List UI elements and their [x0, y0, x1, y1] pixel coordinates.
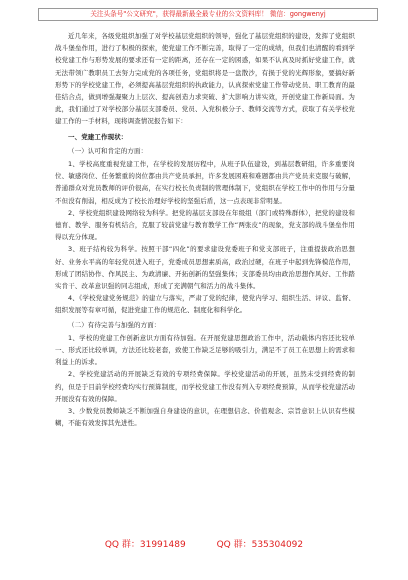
body-paragraph: 1、学校高度重视党建工作，在学校的发展历程中，从班子队伍建设，到基层教研组，许多重要岗位、敏感岗位、任务繁重的岗位都由共产党员承担，许多发展困难和难题都由共产党员来克服与破解，普通群众对党员教师的评价很高，在实行校长负责制的管理体制下，党组织在学校工作中的作用与分量不但没有削弱，相反成为了校长治理好学校的坚强后盾，这一点表现非常明显。 — [55, 160, 355, 205]
body-paragraph: 2、学校党建活动的开展缺乏有效的专项经费保障。学校党建活动的开展，虽然未受到经费的制约，但是于目前学校经费均实行预算制度，而学校党建工作没有列入专项经费预算，从而学校党建活动开展没有有效的保障。 — [55, 370, 355, 403]
intro-paragraph: 近几年来，各级党组织加强了对学校基层党组织的领导，强化了基层党组织的建设，发挥了党组织战斗堡垒作用，进行了积极的探索，使党建工作不断完善，取得了一定的成绩，但我们也清醒的看到学校党建工作与形势发展的要求还有一定的距离，还存在一定的困惑，如果不认真及时抓好党建工作，就无法带领广教职员工去努力完成党的各项任务，党组织将是一盘散沙，有损于党的光辉形象，要搞好新形势下的学校党建工作，必须提高基层党组织的执政能力，认真探索党建工作带动党员、职工教育的最佳结合点，做到增强凝聚力上层次、提高创造力求突破、扩大影响力讲实效，开创党建工作新局面。为此，我们通过了对学校部分基层支部委员、党员、入党积极分子、教师交流等方式，获取了有关学校党建工作的一手材料，现将调查情况报告如下： — [55, 32, 355, 126]
subsection-heading: （一）认可和肯定的方面： — [68, 146, 148, 155]
subsection-heading: （二）有待完善与加强的方面： — [68, 320, 161, 329]
body-paragraph: 3、少数党员教师缺乏不断加强自身建设的意识，在理想信念、价值观念、宗旨意识上认识有些模糊，不能有效发挥其先进性。 — [55, 407, 355, 428]
qq-group-2: QQ 群：535304092 — [216, 540, 304, 550]
promo-banner — [38, 8, 378, 21]
promo-banner-text: 关注头条号"公文研究"，获得最新最全最专业的公文资料库！ 微信：gongwenyj — [90, 10, 326, 18]
body-paragraph: 3、班子结构较为科学。按照干部“四化”的要求建设党委班子和党支部班子，注重提拔政治思想好、业务水平高的年轻党员进入班子，党委成员思想素质高，政治过硬，在班子中起到先锋模范作用，形成了团结协作、作风民主、为政清廉、开拓创新的坚强集体；支部委员均由政治思想作风好、工作踏实肯干、改革意识强的同志组成，形成了充满朝气和活力的战斗集体。 — [55, 245, 355, 291]
document-body — [55, 30, 355, 530]
body-paragraph: 1、学校的党建工作创新意识方面有待加强。在开展党建思想政治工作中，活动载体内容还比较单一、形式还比较单调，方法还比较老套，致使工作缺乏足够的吸引力，满足不了员工在思想上的需求和利益上的诉求。 — [55, 333, 355, 367]
qq-group-1: QQ 群：31991489 — [104, 540, 186, 550]
section-heading: 一、党建工作现状： — [68, 132, 128, 141]
body-paragraph: 4、《学校党建党务规范》的建立与落实，严肃了党的纪律，使党内学习、组织生活、评议、监督、组织发展等有章可循，促进党建工作的规范化、制度化和科学化。 — [55, 294, 355, 315]
body-paragraph: 2、学校党组织建设网络较为科学。把党的基层支部设在年级组（部门或特殊群体），把党的建设和德育、教学、服务有机结合，克服了较前党建与教育教学工作“两张皮”的现象，党支部的战斗堡垒作用得以充分体现。 — [55, 208, 355, 242]
footer-contact — [0, 537, 408, 550]
